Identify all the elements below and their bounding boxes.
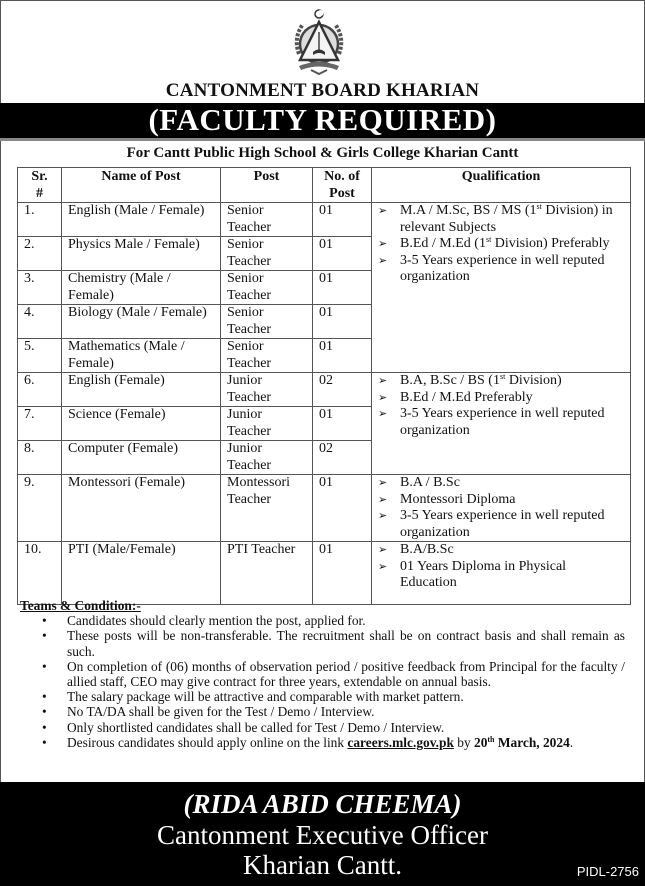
header-no-of-post: No. of Post xyxy=(313,168,372,203)
condition-item: • On completion of (06) months of observation period / positive feedback from Principal for the faculty / allied staff, CEO may give contract for three years, extendable on annual basis. xyxy=(42,658,625,690)
cell-num: 02 xyxy=(313,373,372,407)
arrowhead-bullet-icon: ➢ xyxy=(378,254,388,267)
school-subtitle: For Cantt Public High School & Girls College Kharian Cantt xyxy=(126,145,519,161)
arrowhead-bullet-icon: ➢ xyxy=(378,544,388,556)
cell-num: 01 xyxy=(313,305,372,339)
cell-qualification-junior xyxy=(372,373,631,475)
arrowhead-bullet-icon: ➢ xyxy=(378,391,388,404)
condition-item: • These posts will be non-transferable. The recruitment shall be on contract basis and shall remain as such. xyxy=(42,628,625,659)
bullet-icon: • xyxy=(42,628,47,644)
qualification-item: ➢ B.Ed / M.Ed Preferably xyxy=(378,389,533,405)
ad-code: PIDL-2756 xyxy=(576,864,639,879)
careers-link[interactable]: careers.mlc.gov.pk xyxy=(347,734,454,750)
cell-name: Mathematics (Male / Female) xyxy=(62,339,221,373)
arrowhead-bullet-icon: ➢ xyxy=(378,375,388,387)
officer-name: (RIDA ABID CHEEMA) xyxy=(183,789,462,819)
arrowhead-bullet-icon: ➢ xyxy=(378,477,388,489)
cell-name: Science (Female) xyxy=(62,407,221,441)
cell-post: Junior Teacher xyxy=(221,441,313,475)
bullet-icon: • xyxy=(42,704,47,720)
table-row xyxy=(18,373,631,407)
table-header-row xyxy=(18,168,631,203)
cell-sr: 7. xyxy=(18,407,62,441)
cell-name: Biology (Male / Female) xyxy=(62,305,221,339)
cell-name: Physics Male / Female) xyxy=(62,237,221,271)
table-row xyxy=(18,542,631,605)
arrowhead-bullet-icon: ➢ xyxy=(378,238,388,250)
cell-name: English (Male / Female) xyxy=(62,203,221,237)
cell-name: PTI (Male/Female) xyxy=(62,542,221,605)
cell-qualification-senior xyxy=(372,203,631,373)
condition-item: • The salary package will be attractive and comparable with market pattern. xyxy=(42,689,464,705)
cell-post: PTI Teacher xyxy=(221,542,313,605)
arrowhead-bullet-icon: ➢ xyxy=(378,560,388,573)
terms-section xyxy=(20,598,625,750)
cell-sr: 6. xyxy=(18,373,62,407)
cell-qualification-pti xyxy=(372,542,631,605)
qualification-item: ➢ 3-5 Years experience in well reputed organization xyxy=(378,508,605,540)
organization-title: CANTONMENT BOARD KHARIAN xyxy=(165,80,480,101)
cell-num: 01 xyxy=(313,407,372,441)
deadline-date: 20th March, 2024 xyxy=(474,734,570,750)
qualification-item: ➢ B.A/B.Sc xyxy=(378,542,454,557)
cell-post: Senior Teacher xyxy=(221,237,313,271)
cell-num: 01 xyxy=(313,237,372,271)
cell-num: 01 xyxy=(313,203,372,237)
cell-post: Senior Teacher xyxy=(221,339,313,373)
condition-item-apply: • Desirous candidates should apply online on the link careers.mlc.gov.pk by 20th March, 2024. xyxy=(42,734,574,750)
condition-item: • No TA/DA shall be given for the Test / Demo / Interview. xyxy=(42,704,375,720)
bullet-icon: • xyxy=(42,734,47,750)
qualification-item: ➢ B.A / B.Sc xyxy=(378,475,460,490)
cell-qualification-montessori xyxy=(372,475,631,542)
cell-name: Chemistry (Male / Female) xyxy=(62,271,221,305)
condition-item: • Only shortlisted candidates shall be called for Test / Demo / Interview. xyxy=(42,719,445,735)
cell-sr: 1. xyxy=(18,203,62,237)
arrowhead-bullet-icon: ➢ xyxy=(378,493,388,506)
header-qualification: Qualification xyxy=(372,168,631,203)
terms-heading: Teams & Condition:- xyxy=(20,598,141,613)
banner-heading: (FACULTY REQUIRED) xyxy=(148,102,497,137)
cell-sr: 8. xyxy=(18,441,62,475)
cell-num: 01 xyxy=(313,475,372,542)
cell-post: Senior Teacher xyxy=(221,203,313,237)
cell-sr: 2. xyxy=(18,237,62,271)
condition-item: • Candidates should clearly mention the post, applied for. xyxy=(42,613,366,629)
table-row xyxy=(18,203,631,237)
officer-title: Cantonment Executive Officer xyxy=(157,820,488,850)
cell-num: 01 xyxy=(313,542,372,605)
qualification-item: ➢ B.A, B.Sc / BS (1st Division) xyxy=(378,372,562,388)
cell-sr: 3. xyxy=(18,271,62,305)
qualification-item: ➢ B.Ed / M.Ed (1st Division) Preferably xyxy=(378,235,610,251)
cell-post: Senior Teacher xyxy=(221,305,313,339)
bullet-icon: • xyxy=(42,613,47,629)
vacancy-table xyxy=(17,167,631,605)
bullet-icon: • xyxy=(42,658,47,674)
cell-sr: 10. xyxy=(18,542,62,605)
cell-num: 01 xyxy=(313,339,372,373)
cell-sr: 4. xyxy=(18,305,62,339)
cell-post: Junior Teacher xyxy=(221,373,313,407)
qualification-item: ➢ M.A / M.Sc, BS / MS (1st Division) in relevant Subjects xyxy=(378,202,613,235)
arrowhead-bullet-icon: ➢ xyxy=(378,408,388,420)
header-name-of-post: Name of Post xyxy=(62,168,221,203)
qualification-item: ➢ 3-5 Years experience in well reputed organization xyxy=(378,252,605,284)
header-sr: Sr. # xyxy=(18,168,62,203)
qualification-item: ➢ 3-5 Years experience in well reputed organization xyxy=(378,406,605,438)
arrowhead-bullet-icon: ➢ xyxy=(378,205,388,217)
cell-post: Junior Teacher xyxy=(221,407,313,441)
cell-num: 01 xyxy=(313,271,372,305)
cell-name: Montessori (Female) xyxy=(62,475,221,542)
cell-sr: 9. xyxy=(18,475,62,542)
cell-post: Montessori Teacher xyxy=(221,475,313,542)
cell-sr: 5. xyxy=(18,339,62,373)
header-post: Post xyxy=(221,168,313,203)
bullet-icon: • xyxy=(42,719,47,735)
cell-name: English (Female) xyxy=(62,373,221,407)
signature-footer xyxy=(0,782,645,886)
arrowhead-bullet-icon: ➢ xyxy=(378,510,388,522)
officer-location: Kharian Cantt. xyxy=(243,850,402,880)
cantonment-board-emblem-icon xyxy=(283,8,355,80)
cell-name: Computer (Female) xyxy=(62,441,221,475)
cell-post: Senior Teacher xyxy=(221,271,313,305)
bullet-icon: • xyxy=(42,689,47,705)
table-row xyxy=(18,475,631,542)
qualification-item: ➢ Montessori Diploma xyxy=(378,491,516,507)
qualification-item: ➢ 01 Years Diploma in Physical Education xyxy=(378,558,567,590)
cell-num: 02 xyxy=(313,441,372,475)
